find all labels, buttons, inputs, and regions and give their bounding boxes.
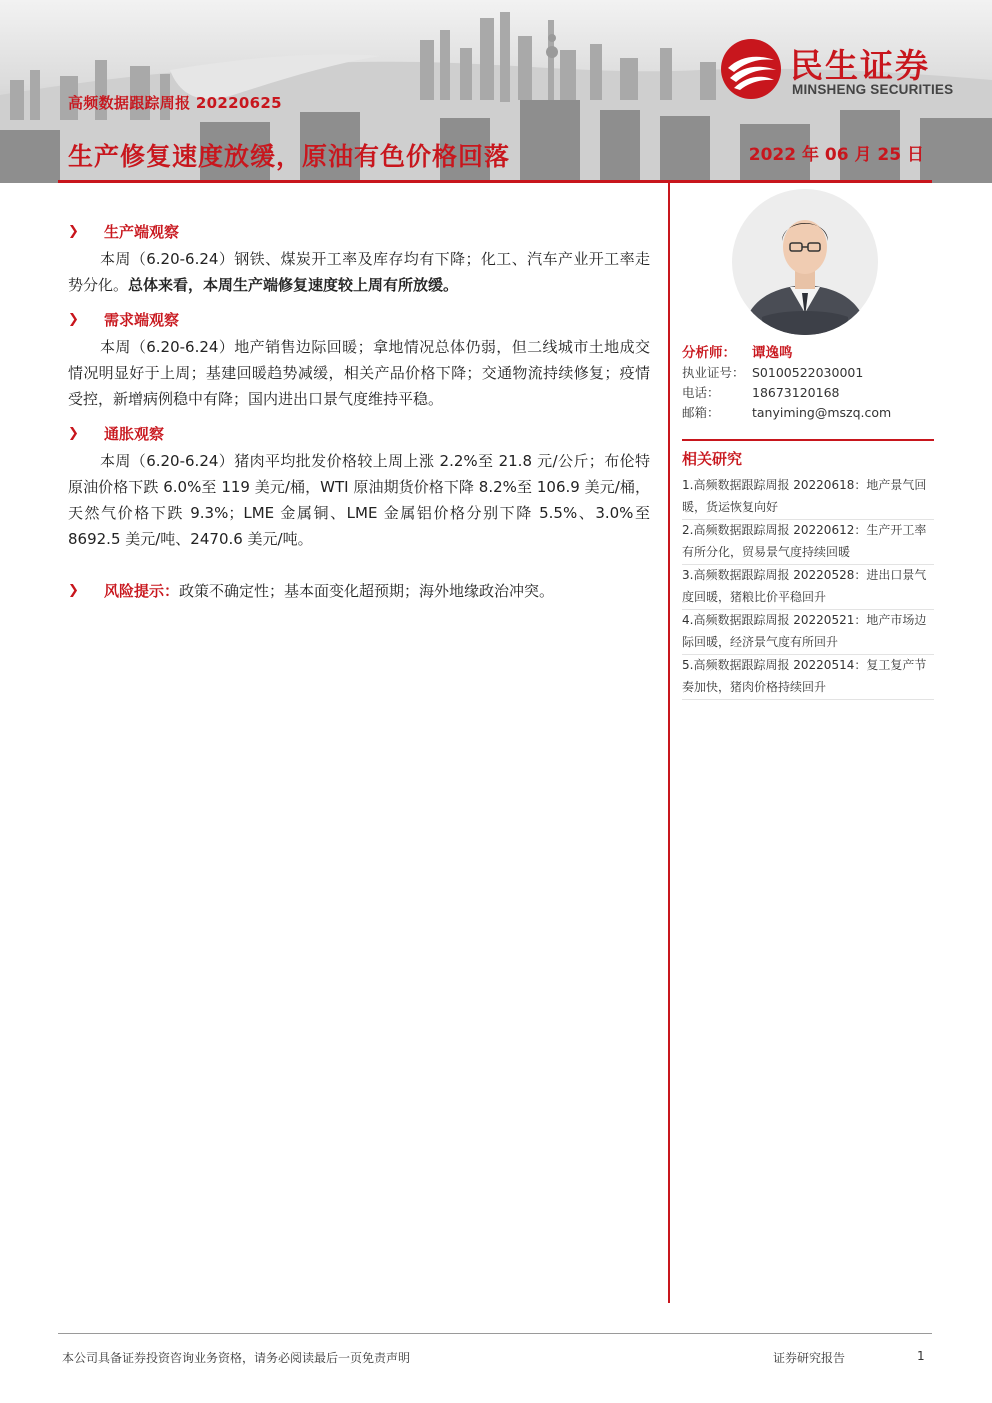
risk-warning	[68, 578, 650, 604]
chevron-right-icon: ❯	[68, 312, 79, 327]
analyst-name-row	[682, 343, 934, 363]
related-item[interactable]: 2.高频数据跟踪周报 20220612：生产开工率有所分化，贸易景气度持续回暖	[682, 520, 934, 565]
section-inflation	[68, 420, 650, 552]
section-heading	[68, 306, 650, 334]
risk-label: 风险提示：	[104, 582, 180, 600]
related-item[interactable]: 4.高频数据跟踪周报 20220521：地产市场边际回暖，经济景气度有所回升	[682, 610, 934, 655]
phone-label: 电话：	[682, 385, 720, 400]
section-paragraph	[68, 246, 650, 298]
section-production	[68, 218, 650, 298]
chevron-right-icon: ❯	[68, 224, 79, 239]
column-divider	[668, 183, 670, 1303]
section-paragraph: 本周（6.20-6.24）地产销售边际回暖；拿地情况总体仍弱，但二线城市土地成交情况明显好于上周；基建回暖趋势减缓，相关产品价格下降；交通物流持续修复；疫情受控，新增病例稳中有降；国内进出口景气度维持平稳。	[68, 338, 650, 408]
section-demand	[68, 306, 650, 412]
paragraph-bold-text: 总体来看，本周生产端修复速度较上周有所放缓。	[128, 276, 459, 294]
report-date: 2022 年 06 月 25 日	[748, 145, 924, 165]
section-paragraph: 本周（6.20-6.24）猪肉平均批发价格较上周上涨 2.2%至 21.8 元/公斤；布伦特原油价格下跌 6.0%至 119 美元/桶，WTI 原油期货价格下降 8.2%至 106.9 美元/桶，天然气价格下跌 9.3%；LME 金属铜、LME 金属铝价格分别下降 5.5%、3.0%至 8692.5 美元/吨、2470.6 美元/吨。	[68, 452, 650, 548]
section-heading	[68, 218, 650, 246]
related-item[interactable]: 5.高频数据跟踪周报 20220514：复工复产节奏加快，猪肉价格持续回升	[682, 655, 934, 700]
related-item[interactable]: 1.高频数据跟踪周报 20220618：地产景气回暖，货运恢复向好	[682, 475, 934, 520]
license-number: S0100522030001	[752, 365, 864, 380]
report-title: 生产修复速度放缓，原油有色价格回落	[68, 142, 511, 171]
email-address[interactable]: tanyiming@mszq.com	[752, 405, 892, 420]
page-number: 1	[917, 1349, 925, 1363]
analyst-name-label: 分析师：	[682, 345, 736, 361]
related-research-list	[682, 475, 934, 700]
analyst-name: 谭逸鸣	[752, 345, 793, 361]
related-item[interactable]: 3.高频数据跟踪周报 20220528：进出口景气度回暖，猪粮比价平稳回升	[682, 565, 934, 610]
chevron-right-icon: ❯	[68, 583, 79, 598]
footer-disclaimer: 本公司具备证券投资咨询业务资格，请务必阅读最后一页免责声明	[62, 1351, 411, 1365]
paragraph-text: 本周（6.20-6.24）钢铁、煤炭开工率及库存均有下降；化工、汽车产业开工率走势分化。	[68, 250, 650, 294]
related-research-heading: 相关研究	[682, 450, 743, 468]
logo-english-text: MINSHENG SECURITIES	[792, 82, 954, 97]
footer-divider	[58, 1333, 932, 1334]
analyst-photo	[732, 189, 878, 335]
analyst-phone-row	[682, 383, 934, 403]
chevron-right-icon: ❯	[68, 426, 79, 441]
sidebar-divider	[682, 439, 934, 441]
report-type: 高频数据跟踪周报 20220625	[68, 94, 282, 112]
header-divider	[58, 180, 932, 183]
footer-doc-type: 证券研究报告	[773, 1351, 846, 1365]
minsheng-logo-icon	[720, 38, 782, 100]
logo-chinese-text: 民生证券	[790, 46, 930, 85]
section-heading-text: 生产端观察	[104, 223, 180, 241]
analyst-avatar-icon	[732, 189, 878, 335]
risk-text: 政策不确定性；基本面变化超预期；海外地缘政治冲突。	[179, 582, 555, 600]
analyst-license-row	[682, 363, 934, 383]
section-heading-text: 需求端观察	[104, 311, 180, 329]
license-label: 执业证号：	[682, 365, 745, 380]
analyst-info	[682, 343, 934, 423]
email-label: 邮箱：	[682, 405, 720, 420]
section-heading	[68, 420, 650, 448]
company-logo	[720, 38, 970, 102]
main-content	[68, 210, 650, 604]
analyst-email-row	[682, 403, 934, 423]
phone-number: 18673120168	[752, 385, 840, 400]
section-heading-text: 通胀观察	[104, 425, 165, 443]
